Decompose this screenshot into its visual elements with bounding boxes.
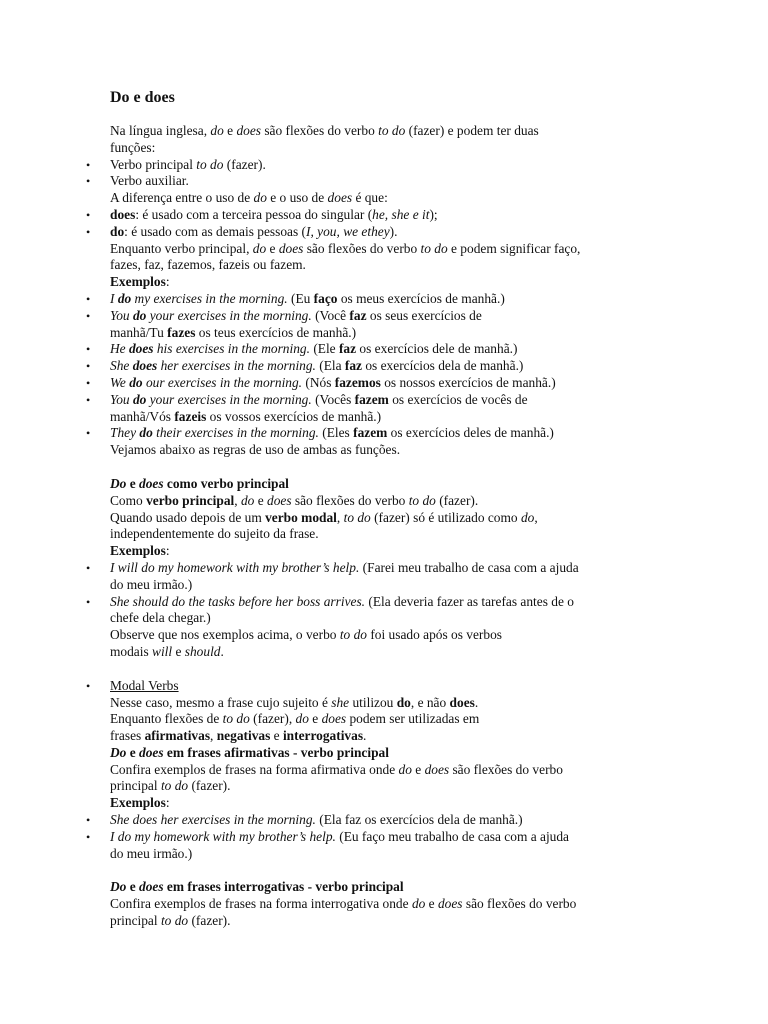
bullet-item <box>110 207 670 224</box>
text-run: (fazer) só é utilizado como <box>370 509 521 525</box>
text-run: os teus exercícios de manhã.) <box>195 324 357 340</box>
text-run: os nossos exercícios de manhã.) <box>380 374 556 390</box>
text-line <box>110 409 670 426</box>
text-run: fazemos <box>334 374 381 390</box>
text-run: (Ela deveria fazer as tarefas antes de o <box>365 593 574 609</box>
text-run: os exercícios dela de manhã.) <box>362 358 524 374</box>
text-run: os vossos exercícios de manhã.) <box>206 408 382 424</box>
bullet-item <box>110 358 670 375</box>
text-run: Enquanto flexões de <box>110 711 223 727</box>
bullet-item <box>110 308 670 325</box>
text-run: é que: <box>352 190 388 206</box>
text-run: do <box>132 391 147 407</box>
text-run: (Nós <box>302 374 335 390</box>
text-run: to do <box>378 123 406 138</box>
text-run: utilizou <box>349 694 397 710</box>
text-run: his exercises in the morning. <box>153 341 310 357</box>
text-run: do <box>139 425 153 441</box>
text-run: he, she e it <box>372 206 430 222</box>
text-run: her exercises in the morning. <box>157 358 316 374</box>
text-run: will <box>152 643 173 659</box>
text-run: do <box>240 492 255 508</box>
text-run: principal <box>110 913 161 929</box>
text-run: They <box>110 425 140 441</box>
text-run: Verbo auxiliar. <box>110 173 189 189</box>
text-run: . <box>363 728 367 744</box>
text-run: independentemente do sujeito da frase. <box>110 526 319 542</box>
text-run: Exemplos <box>110 795 166 811</box>
text-run: Exemplos <box>110 274 166 290</box>
text-run: does <box>132 358 158 374</box>
text-run: os seus exercícios de <box>366 307 482 323</box>
bullet-item <box>110 560 670 577</box>
text-run: manhã/Vós <box>110 408 175 424</box>
text-run: does <box>449 694 475 710</box>
text-run: . <box>220 643 224 659</box>
text-run: do <box>252 240 267 256</box>
text-run: We <box>110 374 130 390</box>
text-line <box>110 190 670 207</box>
text-run: fazes <box>167 324 196 340</box>
text-run: (Farei meu trabalho de casa com a ajuda <box>359 559 579 575</box>
text-run: does <box>278 240 304 256</box>
text-line <box>110 745 670 762</box>
bullet-item <box>110 341 670 358</box>
text-line <box>110 695 670 712</box>
text-run: do <box>411 896 426 912</box>
text-run: podem ser utilizadas em <box>346 711 480 727</box>
text-line <box>110 325 670 342</box>
text-run: to do <box>160 913 189 929</box>
paragraph-gap <box>110 862 670 879</box>
text-run: to do <box>343 509 371 525</box>
text-run: : é usado com a terceira pessoa do singular ( <box>135 206 373 222</box>
page-title: Do e does <box>110 89 175 106</box>
text-run: to do <box>160 778 189 794</box>
text-run: I do my homework with my brother’s help. <box>110 828 336 844</box>
text-run: Enquanto verbo principal, <box>110 240 253 256</box>
text-run: os exercícios deles de manhã.) <box>387 425 554 441</box>
text-run: Nesse caso, mesmo a frase cujo sujeito é <box>110 694 332 710</box>
bullet-item <box>110 157 670 174</box>
text-run: interrogativas <box>282 728 364 744</box>
text-line <box>110 610 670 627</box>
text-run: my exercises in the morning. <box>131 290 288 306</box>
text-run: : é usado com as demais pessoas ( <box>124 223 307 239</box>
text-line <box>110 778 670 795</box>
text-run: faz <box>338 341 357 357</box>
text-run: fazem <box>354 391 389 407</box>
text-run: fazes, faz, fazemos, fazeis ou fazem. <box>110 257 306 273</box>
text-run: I will do my homework with my brother’s help. <box>110 559 360 575</box>
text-line <box>110 493 670 510</box>
text-run: e <box>254 492 267 508</box>
text-run: negativas <box>216 728 271 744</box>
text-run: to do <box>420 240 448 256</box>
text-line <box>110 577 670 594</box>
text-run: são flexões do verbo <box>260 123 379 138</box>
text-run: Do <box>110 744 127 760</box>
text-run: (Eu <box>287 290 314 306</box>
text-run: does <box>110 206 136 222</box>
text-run: em frases afirmativas - verbo principal <box>163 744 389 760</box>
text-run: fazem <box>353 425 388 441</box>
text-run: , <box>234 492 241 508</box>
text-run: do <box>396 694 411 710</box>
text-run: do meu irmão.) <box>110 576 193 592</box>
text-run: (Eu faço meu trabalho de casa com a ajuda <box>335 828 569 844</box>
text-run: does <box>327 190 353 206</box>
text-run: Como <box>110 492 147 508</box>
text-run: e <box>129 475 140 491</box>
text-run: principal <box>110 778 161 794</box>
text-line <box>110 140 670 157</box>
text-run: e o uso de <box>266 190 328 206</box>
text-run: she <box>331 694 350 710</box>
text-run: Vejamos abaixo as regras de uso de ambas as funções. <box>110 442 401 458</box>
text-line <box>110 274 670 291</box>
text-line <box>110 644 670 661</box>
text-run: : <box>165 795 170 811</box>
text-run: são flexões do verbo <box>462 896 577 912</box>
bullet-item <box>110 375 670 392</box>
text-run: verbo modal <box>265 509 337 525</box>
text-run: , <box>210 728 217 744</box>
text-run: : <box>165 543 170 559</box>
text-run: Confira exemplos de frases na forma afirmativa onde <box>110 761 399 777</box>
text-run: funções: <box>110 139 156 155</box>
text-run: do <box>520 509 535 525</box>
text-run: ). <box>389 223 398 239</box>
text-line <box>110 241 670 258</box>
text-run: e <box>223 123 237 138</box>
bullet-item <box>110 812 670 829</box>
text-run: to do <box>196 156 224 172</box>
text-line <box>110 123 670 140</box>
paragraph-gap <box>110 459 670 476</box>
text-run: os exercícios de vocês de <box>388 391 528 407</box>
text-run: , <box>534 509 538 525</box>
text-line <box>110 257 670 274</box>
text-run: , e não <box>410 694 450 710</box>
text-run: (Eles <box>318 425 354 441</box>
link-modal-verbs[interactable]: Modal Verbs <box>110 677 179 693</box>
bullet-item <box>110 291 670 308</box>
text-run: e <box>172 643 185 659</box>
text-line <box>110 913 670 930</box>
text-run: do <box>295 711 309 727</box>
text-run: e <box>126 744 140 760</box>
text-run: e <box>411 761 425 777</box>
text-run: do <box>210 123 224 138</box>
text-run: your exercises in the morning. <box>146 307 312 323</box>
text-run: your exercises in the morning. <box>146 391 312 407</box>
text-run: (Vocês <box>311 391 355 407</box>
text-run: (Ela <box>315 358 345 374</box>
text-run: does <box>128 341 154 357</box>
text-run: should <box>184 643 221 659</box>
text-run: I <box>110 290 118 306</box>
text-run: os meus exercícios de manhã.) <box>337 290 505 306</box>
text-run: does <box>424 761 450 777</box>
text-run: does <box>267 492 292 508</box>
text-run: são flexões do verbo <box>303 240 421 256</box>
text-run: do <box>110 223 125 239</box>
text-run: (fazer). <box>188 778 231 794</box>
text-run: our exercises in the morning. <box>142 374 303 390</box>
text-run: does <box>139 879 164 895</box>
text-run: Na língua inglesa, <box>110 123 211 138</box>
bullet-item <box>110 425 670 442</box>
text-line <box>110 476 670 493</box>
text-run: como verbo principal <box>163 475 289 491</box>
text-run: to do <box>222 711 250 727</box>
text-run: does <box>321 711 347 727</box>
text-run: : <box>165 274 170 290</box>
bullet-item <box>110 829 670 846</box>
text-run: frases <box>110 728 145 744</box>
text-run: She <box>110 358 133 374</box>
bullet-item <box>110 173 670 190</box>
paragraph-gap <box>110 661 670 678</box>
text-run: She does her exercises in the morning. <box>110 812 316 828</box>
text-line <box>110 711 670 728</box>
text-run: do <box>253 190 267 206</box>
text-run: to do <box>408 492 436 508</box>
text-run: os exercícios dele de manhã.) <box>356 341 518 357</box>
text-run: Quando usado depois de um <box>110 509 266 525</box>
text-line <box>110 543 670 560</box>
bullet-item <box>110 224 670 241</box>
text-line <box>110 879 670 896</box>
text-run: do <box>398 761 412 777</box>
text-run: . <box>474 694 479 710</box>
text-run: são flexões do verbo <box>291 492 409 508</box>
text-run: (fazer) e podem ter duas <box>405 123 539 138</box>
text-run: I, you, we ethey <box>306 223 390 239</box>
text-line <box>110 627 670 644</box>
text-run: afirmativas <box>144 728 211 744</box>
text-run: You <box>110 391 133 407</box>
text-run: (fazer). <box>188 913 231 929</box>
text-line <box>110 728 670 745</box>
text-run: does <box>139 475 164 491</box>
text-run: do <box>132 307 147 323</box>
text-line <box>110 526 670 543</box>
text-line <box>110 442 670 459</box>
text-line <box>110 510 670 527</box>
text-run: chefe dela chegar.) <box>110 610 211 626</box>
text-run: (fazer), <box>249 711 296 727</box>
text-run: em frases interrogativas - verbo principal <box>163 879 404 895</box>
text-run: (Você <box>311 307 350 323</box>
text-run: modais <box>110 643 153 659</box>
text-run: faço <box>313 290 338 306</box>
text-run: manhã/Tu <box>110 324 168 340</box>
bullet-item <box>110 678 670 695</box>
text-run: You <box>110 307 133 323</box>
text-run: (Ela faz os exercícios dela de manhã.) <box>315 812 523 828</box>
document-body <box>110 123 670 930</box>
text-run: Observe que nos exemplos acima, o verbo <box>110 627 340 643</box>
text-run: foi usado após os verbos <box>366 627 502 643</box>
text-run: A diferença entre o uso de <box>110 190 254 206</box>
text-run: does <box>236 123 261 138</box>
text-run: e <box>129 879 140 895</box>
text-run: e podem significar faço, <box>447 240 581 256</box>
text-run: e <box>425 896 438 912</box>
text-run: She should do the tasks before her boss arrives. <box>110 593 366 609</box>
text-run: do <box>129 374 143 390</box>
text-run: faz <box>349 307 367 323</box>
text-run: , <box>336 509 344 525</box>
text-run: (fazer). <box>435 492 479 508</box>
text-run: do meu irmão.) <box>110 845 193 861</box>
text-run: verbo principal <box>146 492 235 508</box>
text-run: fazeis <box>174 408 207 424</box>
text-run: e <box>308 711 322 727</box>
text-run: Confira exemplos de frases na forma interrogativa onde <box>110 896 412 912</box>
text-run: e <box>266 240 279 256</box>
text-run: do <box>117 290 132 306</box>
text-run: to do <box>339 627 367 643</box>
text-line <box>110 846 670 863</box>
text-run: their exercises in the morning. <box>152 425 319 441</box>
text-run: Exemplos <box>110 543 166 559</box>
text-run: Do <box>110 475 130 491</box>
bullet-item <box>110 392 670 409</box>
text-run: Verbo principal <box>110 156 197 172</box>
text-line <box>110 762 670 779</box>
text-run: (Ele <box>309 341 339 357</box>
text-line <box>110 896 670 913</box>
text-run: e <box>270 728 283 744</box>
text-line <box>110 795 670 812</box>
text-run: são flexões do verbo <box>449 761 563 777</box>
text-run: (fazer). <box>223 156 266 172</box>
bullet-item <box>110 594 670 611</box>
text-run: He <box>110 341 129 357</box>
text-run: ); <box>429 206 438 222</box>
text-run: does <box>139 744 164 760</box>
text-run: faz <box>344 358 363 374</box>
text-run: does <box>437 896 463 912</box>
text-run: Do <box>110 879 130 895</box>
